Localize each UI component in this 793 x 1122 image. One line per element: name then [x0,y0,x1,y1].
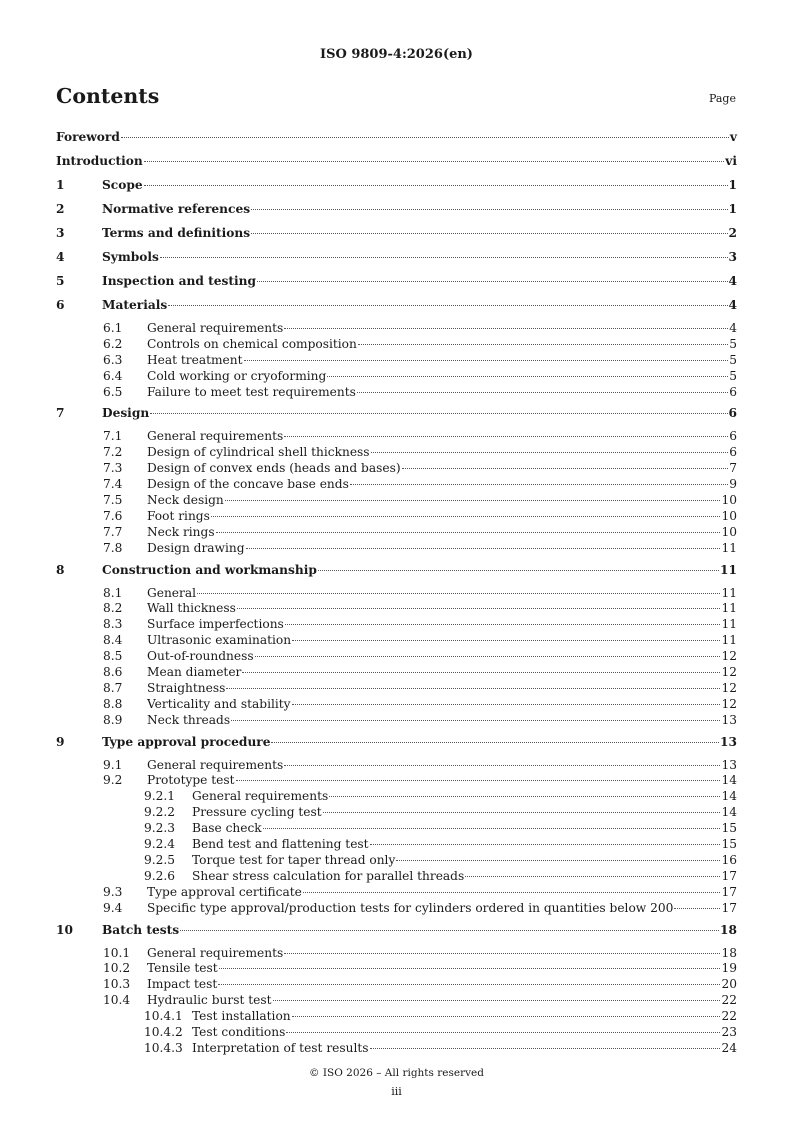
toc-entry-page: 6 [729,445,737,460]
toc-entry-number: 2 [56,202,65,216]
toc-entry-title: Neck design [147,493,224,508]
toc-entry-number: 6.1 [103,321,123,335]
toc-entry-page: 12 [721,680,737,695]
toc-entry-page: vi [725,154,737,168]
toc-entry-title: General [147,585,196,600]
dot-leader [402,468,729,469]
toc-entry-title: Normative references [102,202,251,216]
toc-entry-title: Hydraulic burst test [147,993,272,1008]
toc-entry[interactable] [56,805,737,821]
toc-entry-number: 9.2.6 [144,868,176,883]
toc-entry-number: 7.7 [103,524,123,539]
toc-entry-page: 15 [721,821,737,836]
toc-entry[interactable] [56,586,737,602]
toc-entry[interactable] [56,337,737,353]
toc-entry-number: 10.1 [103,945,131,960]
document-identifier: ISO 9809-4:2026(en) [320,47,473,62]
toc-entry[interactable] [56,681,737,697]
toc-entry[interactable] [56,697,737,713]
toc-entry[interactable] [56,385,737,401]
dot-leader [144,161,724,162]
toc-entry[interactable] [56,225,737,249]
toc-entry-number: 9 [56,734,65,749]
toc-entry-number: 8.5 [103,649,123,664]
toc-entry-page: 24 [721,1040,737,1055]
toc-entry[interactable] [56,321,737,337]
toc-entry-title: Impact test [147,977,218,992]
toc-entry-title: Test conditions [192,1024,286,1039]
toc-entry-number: 7.8 [103,540,123,555]
toc-entry-page: 17 [721,868,737,883]
toc-entry-page: 16 [721,852,737,867]
dot-leader [246,548,721,549]
toc-entry-page: 15 [721,837,737,852]
toc-entry-title: Construction and workmanship [102,562,317,577]
toc-entry-title: Inspection and testing [102,274,257,288]
dot-leader [160,257,728,258]
page-title: Contents [56,84,160,108]
toc-entry-number: 9.2.4 [144,837,176,852]
toc-entry-title: Torque test for taper thread only [192,852,396,867]
toc-entry-page: 19 [721,961,737,976]
toc-entry-number: 10.4.3 [144,1040,183,1055]
toc-entry-number: 7 [56,406,65,421]
dot-leader [292,704,721,705]
toc-entry-number: 5 [56,274,65,288]
toc-entry-number: 3 [56,226,65,240]
toc-entry-page: 12 [721,696,737,711]
toc-entry-title: Pressure cycling test [192,805,322,820]
toc-entry[interactable] [56,445,737,461]
dot-leader [286,1032,720,1033]
dot-leader [285,624,721,625]
toc-entry-page: 10 [721,508,737,523]
toc-entry-number: 9.2.2 [144,805,176,820]
toc-entry-page: 12 [721,665,737,680]
toc-entry-title: Foot rings [147,508,210,523]
toc-entry[interactable] [56,601,737,617]
toc-entry-title: Design drawing [147,540,245,555]
toc-entry[interactable] [56,853,737,869]
toc-entry-number: 9.2.5 [144,852,176,867]
toc-entry[interactable] [56,734,737,758]
toc-entry-page: 13 [720,734,737,749]
toc-entry-page: 13 [721,757,737,772]
toc-entry-title: Neck threads [147,712,231,727]
toc-entry-page: 1 [728,202,737,216]
toc-entry-title: Interpretation of test results [192,1040,369,1055]
toc-entry-number: 6.4 [103,368,123,383]
toc-entry-number: 9.2 [103,773,123,788]
toc-entry-title: Batch tests [102,922,180,937]
toc-entry-number: 7.3 [103,461,123,476]
toc-entry[interactable] [56,885,737,901]
toc-entry-number: 9.3 [103,884,123,899]
toc-entry[interactable] [56,249,737,273]
toc-entry-number: 8.6 [103,665,123,680]
toc-entry-title: Design of the concave base ends [147,477,349,492]
dot-leader [350,484,728,485]
toc-entry-page: 18 [720,922,737,937]
toc-entry-title: Type approval procedure [102,734,271,749]
toc-entry[interactable] [56,901,737,917]
toc-entry-page: v [729,130,737,144]
toc-entry-title: Foreword [56,130,120,144]
toc-entry-page: 22 [721,1009,737,1024]
toc-entry-number: 7.6 [103,508,123,523]
dot-leader [284,953,720,954]
dot-leader [251,209,727,210]
dot-leader [144,185,728,186]
toc-entry-page: 11 [720,562,737,577]
dot-leader [371,452,729,453]
toc-entry[interactable] [56,713,737,729]
toc-entry[interactable] [56,977,737,993]
dot-leader [396,860,720,861]
toc-entry-page: 9 [729,477,737,492]
dot-leader [251,233,727,234]
dot-leader [327,376,728,377]
toc-entry[interactable] [56,633,737,649]
dot-leader [370,844,721,845]
toc-entry-title: Controls on chemical composition [147,336,357,351]
toc-entry-number: 10 [56,922,73,937]
dot-leader [219,968,721,969]
toc-entry-number: 10.4.2 [144,1024,183,1039]
toc-entry-page: 10 [721,493,737,508]
toc-entry-number: 9.2.3 [144,821,176,836]
toc-entry-page: 5 [729,336,737,351]
dot-leader [292,1016,721,1017]
toc-entry-page: 5 [729,352,737,367]
toc-entry-page: 6 [729,429,737,444]
toc-entry[interactable] [56,353,737,369]
toc-entry[interactable] [56,429,737,445]
toc-entry-title: General requirements [147,321,284,335]
table-of-contents [56,129,737,1057]
toc-entry-title: General requirements [147,429,284,444]
dot-leader [168,305,727,306]
toc-entry-number: 8.2 [103,601,123,616]
toc-entry[interactable] [56,509,737,525]
toc-entry[interactable] [56,1041,737,1057]
dot-leader [271,742,719,743]
toc-entry-number: 7.4 [103,477,123,492]
toc-entry-page: 13 [721,712,737,727]
toc-entry[interactable] [56,789,737,805]
dot-leader [370,1048,721,1049]
dot-leader [218,984,720,985]
dot-leader [329,796,720,797]
dot-leader [225,500,721,501]
dot-leader [242,672,720,673]
toc-entry-page: 11 [721,633,737,648]
toc-entry-number: 9.1 [103,757,123,772]
dot-leader [273,1000,721,1001]
toc-entry-title: Materials [102,298,168,312]
toc-entry-page: 12 [721,649,737,664]
toc-entry-page: 4 [729,321,737,335]
toc-entry[interactable] [56,153,737,177]
toc-entry[interactable] [56,562,737,586]
dot-leader [180,930,719,931]
toc-entry[interactable] [56,369,737,385]
toc-entry-title: Verticality and stability [147,696,291,711]
toc-entry-title: Shear stress calculation for parallel threads [192,868,465,883]
toc-entry-page: 1 [728,178,737,192]
toc-entry[interactable] [56,1009,737,1025]
toc-entry-number: 10.2 [103,961,131,976]
toc-entry[interactable] [56,297,737,321]
page-number: iii [391,1085,402,1098]
toc-entry-page: 18 [721,945,737,960]
toc-entry-number: 6.2 [103,336,123,351]
toc-entry-page: 6 [728,406,737,421]
toc-entry-number: 8.1 [103,585,123,600]
toc-entry-number: 9.2.1 [144,789,176,804]
toc-entry-title: General requirements [147,945,284,960]
toc-entry[interactable] [56,1025,737,1041]
toc-entry-page: 14 [721,789,737,804]
toc-entry[interactable] [56,946,737,962]
dot-leader [284,765,720,766]
dot-leader [226,688,720,689]
toc-entry-title: Design [102,406,150,421]
toc-entry-page: 23 [721,1024,737,1039]
toc-entry-page: 11 [721,585,737,600]
toc-entry[interactable] [56,617,737,633]
toc-entry-number: 6 [56,298,65,312]
dot-leader [121,137,729,138]
toc-entry-number: 7.2 [103,445,123,460]
toc-entry-page: 4 [728,298,737,312]
toc-entry-number: 8.3 [103,617,123,632]
toc-entry[interactable] [56,129,737,153]
toc-entry-title: Bend test and flattening test [192,837,369,852]
dot-leader [318,570,719,571]
toc-entry-title: Scope [102,178,143,192]
toc-entry-page: 22 [721,993,737,1008]
dot-leader [197,593,720,594]
toc-entry-number: 7.5 [103,493,123,508]
toc-entry[interactable] [56,773,737,789]
toc-entry[interactable] [56,525,737,541]
toc-entry-page: 10 [721,524,737,539]
toc-entry-number: 1 [56,178,65,192]
dot-leader [236,780,721,781]
toc-entry-number: 8.9 [103,712,123,727]
copyright-notice: © ISO 2026 – All rights reserved [309,1067,484,1079]
toc-entry-page: 17 [721,884,737,899]
toc-entry[interactable] [56,541,737,557]
toc-entry-title: Tensile test [147,961,218,976]
dot-leader [303,892,721,893]
toc-entry-title: Mean diameter [147,665,242,680]
toc-entry-number: 4 [56,250,65,264]
toc-entry[interactable] [56,177,737,201]
toc-entry-number: 8.7 [103,680,123,695]
toc-entry-title: Symbols [102,250,159,264]
toc-entry-page: 11 [721,617,737,632]
dot-leader [150,413,727,414]
toc-entry[interactable] [56,821,737,837]
toc-entry-page: 3 [728,250,737,264]
dot-leader [465,876,720,877]
toc-entry[interactable] [56,477,737,493]
toc-entry-number: 7.1 [103,429,123,444]
toc-entry-title: Design of convex ends (heads and bases) [147,461,401,476]
toc-entry[interactable] [56,922,737,946]
toc-entry-page: 11 [721,601,737,616]
toc-entry-page: 6 [729,384,737,399]
toc-entry-title: Prototype test [147,773,235,788]
toc-entry-title: Terms and definitions [102,226,251,240]
toc-entry-title: Failure to meet test requirements [147,384,356,399]
toc-entry-title: Straightness [147,680,226,695]
toc-entry-page: 4 [728,274,737,288]
toc-entry-title: Wall thickness [147,601,236,616]
toc-entry-number: 8.4 [103,633,123,648]
toc-entry-number: 10.3 [103,977,131,992]
toc-entry-title: Out-of-roundness [147,649,254,664]
dot-leader [216,532,721,533]
toc-entry-title: Type approval certificate [147,884,302,899]
toc-entry-page: 17 [721,900,737,915]
toc-entry[interactable] [56,961,737,977]
dot-leader [674,908,720,909]
toc-entry-number: 8.8 [103,696,123,711]
toc-entry-number: 10.4 [103,993,131,1008]
toc-entry-page: 20 [721,977,737,992]
toc-entry-page: 7 [729,461,737,476]
toc-entry-title: Cold working or cryoforming [147,368,327,383]
dot-leader [284,436,728,437]
toc-entry[interactable] [56,649,737,665]
toc-entry-title: Specific type approval/production tests for cylinders ordered in quantities below 200 [147,900,674,915]
toc-entry-page: 5 [729,368,737,383]
toc-entry-title: Neck rings [147,524,215,539]
toc-entry-title: Ultrasonic examination [147,633,292,648]
toc-entry-title: Design of cylindrical shell thickness [147,445,370,460]
toc-entry-title: Base check [192,821,262,836]
dot-leader [358,344,728,345]
toc-entry[interactable] [56,758,737,774]
toc-entry[interactable] [56,273,737,297]
dot-leader [323,812,721,813]
dot-leader [244,360,729,361]
toc-entry-title: Surface imperfections [147,617,284,632]
toc-entry[interactable] [56,869,737,885]
toc-entry[interactable] [56,405,737,429]
page-column-label: Page [708,92,736,105]
toc-entry-page: 14 [721,805,737,820]
dot-leader [257,281,727,282]
toc-entry-page: 14 [721,773,737,788]
dot-leader [357,392,728,393]
dot-leader [237,608,721,609]
toc-entry-number: 6.3 [103,352,123,367]
toc-entry-title: Introduction [56,154,143,168]
dot-leader [292,640,720,641]
toc-entry[interactable] [56,837,737,853]
toc-entry-number: 6.5 [103,384,123,399]
dot-leader [263,828,721,829]
toc-entry-number: 8 [56,562,65,577]
dot-leader [284,328,728,329]
toc-entry-number: 10.4.1 [144,1009,183,1024]
toc-entry[interactable] [56,993,737,1009]
dot-leader [231,720,720,721]
toc-entry-number: 9.4 [103,900,123,915]
toc-entry-title: General requirements [192,789,329,804]
toc-entry[interactable] [56,461,737,477]
dot-leader [211,516,721,517]
toc-entry-page: 2 [728,226,737,240]
toc-entry-page: 11 [721,540,737,555]
toc-entry[interactable] [56,201,737,225]
toc-entry[interactable] [56,665,737,681]
dot-leader [255,656,721,657]
toc-entry-title: General requirements [147,757,284,772]
toc-entry-title: Test installation [192,1009,291,1024]
toc-entry-title: Heat treatment [147,352,243,367]
toc-entry[interactable] [56,493,737,509]
